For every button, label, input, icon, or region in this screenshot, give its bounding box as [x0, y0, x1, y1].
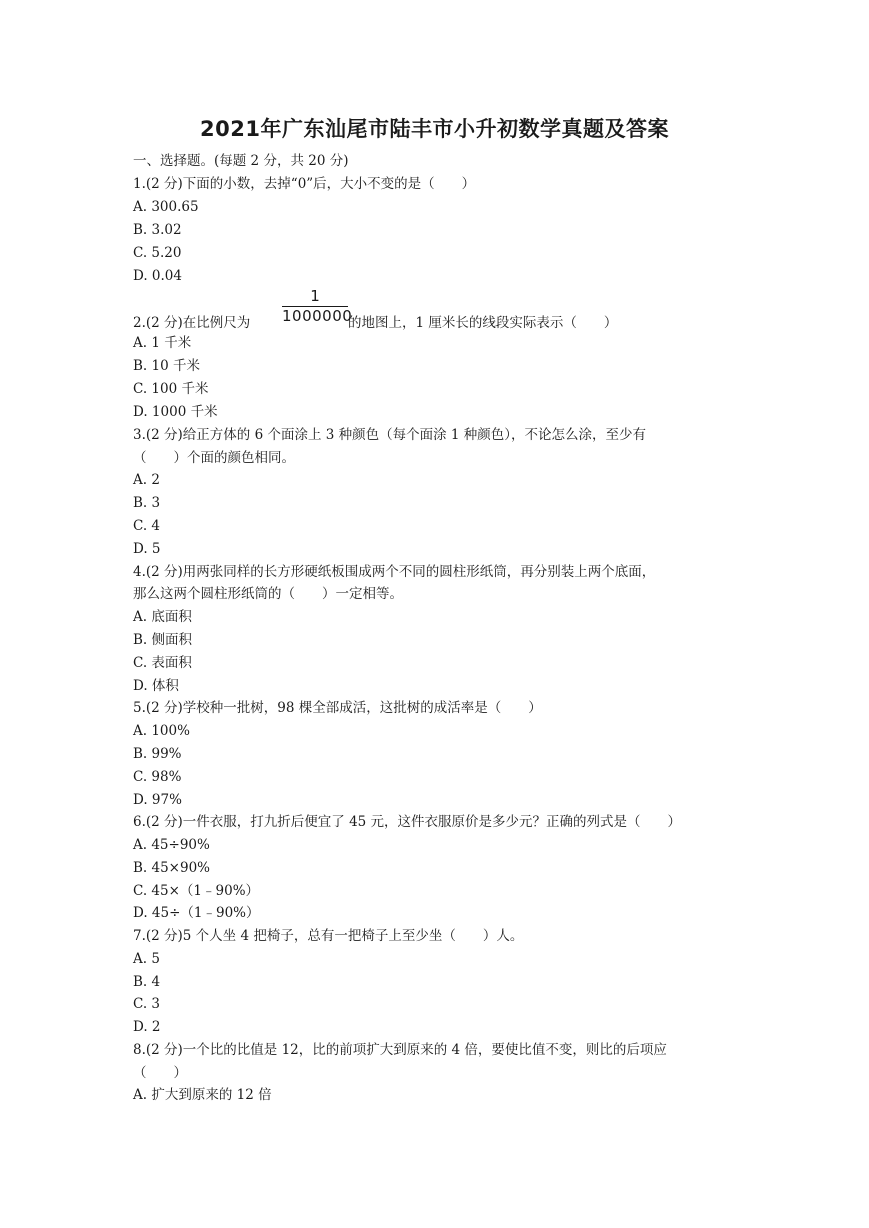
question-1-option-d: D. 0.04 — [133, 268, 182, 284]
question-6-option-d: D. 45÷（1﹣90%） — [133, 905, 260, 921]
question-5-option-b: B. 99% — [133, 746, 182, 762]
question-7-option-a: A. 5 — [133, 951, 160, 967]
question-6-option-b: B. 45×90% — [133, 860, 210, 876]
question-8-stem: 8.(2 分)一个比的比值是 12，比的前项扩大到原来的 4 倍，要使比值不变，则比的后项应 — [133, 1042, 667, 1058]
question-8-option-a: A. 扩大到原来的 12 倍 — [133, 1087, 272, 1103]
question-1-option-b: B. 3.02 — [133, 222, 182, 238]
page-title: 2021年广东汕尾市陆丰市小升初数学真题及答案 — [200, 117, 669, 141]
question-7-option-d: D. 2 — [133, 1019, 161, 1035]
question-2-option-d: D. 1000 千米 — [133, 404, 218, 420]
question-3-option-c: C. 4 — [133, 518, 161, 534]
question-4-option-a: A. 底面积 — [133, 609, 192, 625]
fraction-denominator: 1000000 — [282, 307, 353, 325]
scale-fraction — [282, 287, 353, 325]
question-2-stem — [133, 287, 753, 333]
question-4-option-c: C. 表面积 — [133, 655, 192, 671]
question-4-option-b: B. 侧面积 — [133, 632, 193, 648]
question-5-stem: 5.(2 分)学校种一批树，98 棵全部成活，这批树的成活率是（ ） — [133, 700, 542, 716]
fraction-numerator: 1 — [282, 287, 348, 307]
question-5-option-c: C. 98% — [133, 769, 182, 785]
question-7-option-b: B. 4 — [133, 974, 161, 990]
question-4-stem: 4.(2 分)用两张同样的长方形硬纸板围成两个不同的圆柱形纸筒，再分别装上两个底面， — [133, 564, 656, 580]
question-5-option-d: D. 97% — [133, 792, 182, 808]
question-2-stem-prefix: 2.(2 分)在比例尺为 — [133, 315, 251, 331]
question-2-option-c: C. 100 千米 — [133, 381, 209, 397]
question-1-option-c: C. 5.20 — [133, 245, 182, 261]
question-6-option-a: A. 45÷90% — [133, 837, 210, 853]
question-3-stem-continued: （ ）个面的颜色相同。 — [133, 450, 295, 466]
question-2-stem-suffix: 的地图上，1 厘米长的线段实际表示（ ） — [348, 315, 618, 331]
question-5-option-a: A. 100% — [133, 723, 190, 739]
question-2-option-a: A. 1 千米 — [133, 335, 192, 351]
section-heading: 一、选择题。(每题 2 分，共 20 分) — [133, 153, 349, 169]
question-8-stem-continued: （ ） — [133, 1065, 187, 1081]
question-3-option-b: B. 3 — [133, 495, 161, 511]
question-7-option-c: C. 3 — [133, 996, 161, 1012]
question-1-stem: 1.(2 分)下面的小数，去掉“0”后，大小不变的是（ ） — [133, 176, 476, 192]
question-2-option-b: B. 10 千米 — [133, 358, 200, 374]
question-3-option-d: D. 5 — [133, 541, 161, 557]
question-7-stem: 7.(2 分)5 个人坐 4 把椅子，总有一把椅子上至少坐（ ）人。 — [133, 928, 524, 944]
question-1-option-a: A. 300.65 — [133, 199, 199, 215]
question-6-option-c: C. 45×（1﹣90%） — [133, 883, 260, 899]
question-3-option-a: A. 2 — [133, 472, 160, 488]
question-3-stem: 3.(2 分)给正方体的 6 个面涂上 3 种颜色（每个面涂 1 种颜色），不论怎么涂，至少有 — [133, 427, 647, 443]
question-6-stem: 6.(2 分)一件衣服，打九折后便宜了 45 元，这件衣服原价是多少元？正确的列式是（ ） — [133, 814, 682, 830]
question-4-stem-continued: 那么这两个圆柱形纸筒的（ ）一定相等。 — [133, 586, 403, 602]
question-4-option-d: D. 体积 — [133, 678, 179, 694]
